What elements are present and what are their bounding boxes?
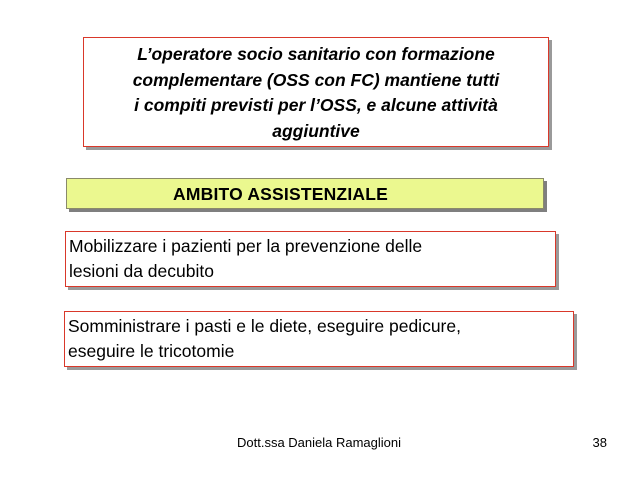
title-line: aggiuntive <box>272 120 360 141</box>
title-box <box>83 37 549 147</box>
slide-title <box>84 42 548 144</box>
activity-line: Mobilizzare i pazienti per la prevenzione delle <box>69 236 423 256</box>
title-line: L’operatore socio sanitario con formazione <box>137 44 495 64</box>
section-heading-box <box>66 178 544 209</box>
footer-author <box>0 435 638 451</box>
activity-box <box>65 231 556 287</box>
activity-line: eseguire le tricotomie <box>68 341 235 361</box>
page-number: 38 <box>592 435 607 450</box>
activity-line: lesioni da decubito <box>69 261 214 281</box>
activity-line: Somministrare i pasti e le diete, eseguire pedicure, <box>68 316 461 336</box>
section-heading: AMBITO ASSISTENZIALE <box>173 184 388 204</box>
activity-text <box>68 314 569 364</box>
activity-text <box>69 234 551 284</box>
title-line: complementare (OSS con FC) mantiene tutti <box>132 69 500 90</box>
activity-box <box>64 311 574 367</box>
title-line: i compiti previsti per l’OSS, e alcune attività <box>134 95 498 115</box>
author-name: Dott.ssa Daniela Ramaglioni <box>236 435 402 450</box>
